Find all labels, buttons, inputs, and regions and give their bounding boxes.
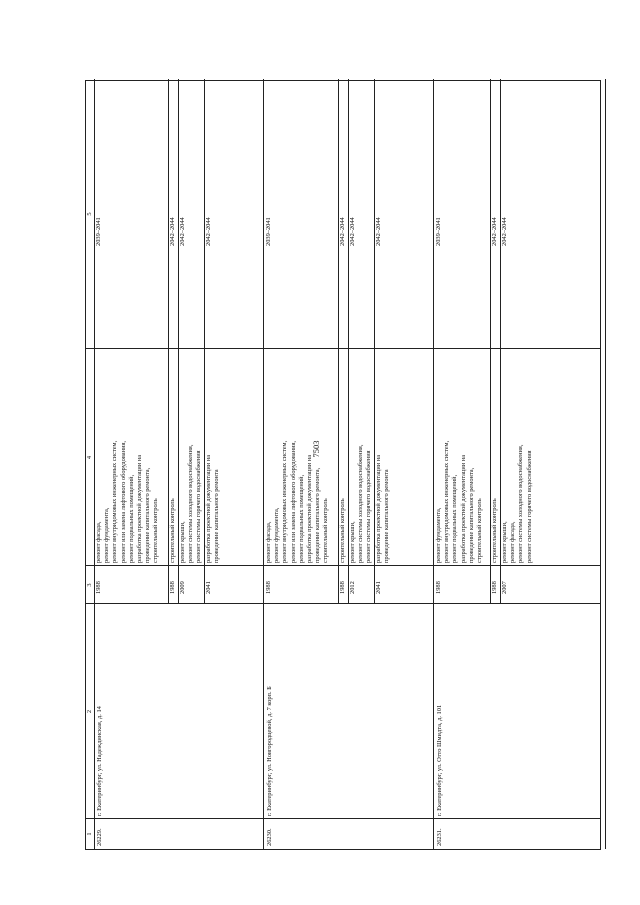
table-row: [94, 79, 264, 849]
work-item: ремонт системы горячего водоснабжения: [525, 450, 533, 563]
repair-schedule-table: [85, 80, 601, 850]
work-item: ремонт фундамента,: [273, 507, 281, 563]
year-cell: 1988: [169, 581, 176, 594]
col-header-5: 5: [86, 212, 93, 216]
works-cell: [179, 445, 204, 563]
work-item: ремонт системы горячего водоснабжения: [365, 450, 373, 563]
works-cell: [491, 498, 499, 563]
entry-number: 26229.: [96, 828, 103, 846]
work-item: ремонт внутридомовых инженерных систем,: [281, 440, 289, 563]
work-item: проведение капитального ремонта: [213, 469, 221, 563]
work-item: ремонт системы холодного водоснабжения,: [187, 444, 195, 563]
entry-number: 26230.: [266, 828, 273, 846]
entry-number: 26231.: [436, 828, 443, 846]
work-item: ремонт фасада,: [265, 521, 272, 563]
works-cell: [339, 498, 347, 563]
table-row: [264, 79, 434, 849]
period-cell: 2042–2044: [179, 217, 186, 246]
work-item: ремонт системы горячего водоснабжения: [195, 450, 203, 563]
table-row: [434, 79, 606, 849]
work-item: проведение капитального ремонта,: [144, 467, 152, 563]
work-item: разработка проектной документации на: [306, 454, 314, 563]
address: г. Екатеринбург, ул. Отто Шмидта, д. 101: [436, 704, 443, 816]
work-item: ремонт внутридомовых инженерных систем,: [111, 440, 119, 563]
work-item: ремонт фасада,: [509, 521, 517, 563]
page-number: 7503: [311, 440, 321, 458]
work-item: проведение капитального ремонта,: [467, 467, 475, 563]
year-cell: 1988: [435, 581, 442, 594]
work-item: ремонт фундамента,: [103, 507, 111, 563]
period-cell: 2039–2041: [435, 217, 442, 246]
col-header-1: 1: [86, 832, 93, 836]
year-cell: 2009: [179, 581, 186, 594]
work-item: ремонт или замена лифтового оборудования,: [289, 440, 297, 563]
period-cell: 2042–2044: [339, 217, 346, 246]
period-cell: 2042–2044: [349, 217, 356, 246]
col-header-4: 4: [86, 455, 93, 460]
work-item: ремонт системы холодного водоснабжения,: [357, 444, 365, 563]
col-header-3: 3: [86, 583, 93, 587]
year-cell: 1988: [339, 581, 346, 594]
work-item: проведение капитального ремонта: [383, 469, 391, 563]
works-cell: [169, 498, 177, 563]
work-item: ремонт крыши,: [501, 521, 508, 563]
year-cell: 1988: [265, 581, 272, 594]
work-item: проведение капитального ремонта,: [314, 467, 322, 563]
works-cell: [349, 445, 374, 563]
period-cell: 2042–2044: [169, 217, 176, 246]
address: г. Екатеринбург, ул. Новгородцевой, д. 7 корп. Б: [266, 686, 273, 816]
period-cell: 2042–2044: [491, 217, 498, 246]
year-cell: 2041: [375, 581, 382, 594]
year-cell: 2012: [349, 581, 356, 594]
works-cell: [95, 441, 161, 563]
works-cell: [265, 441, 331, 563]
work-item: разработка проектной документации на: [459, 454, 467, 563]
period-cell: 2042–2044: [501, 217, 508, 246]
work-item: строительный контроль: [476, 498, 484, 563]
work-item: ремонт подвальных помещений,: [297, 474, 305, 563]
period-cell: 2039–2041: [95, 217, 102, 246]
work-item: ремонт внутридомовых инженерных систем,: [443, 440, 451, 563]
period-cell: 2042–2044: [375, 217, 382, 246]
period-cell: 2039–2041: [265, 217, 272, 246]
sheet: [85, 80, 601, 850]
work-item: ремонт фундамента,: [435, 507, 442, 563]
work-item: строительный контроль: [322, 498, 330, 563]
work-item: разработка проектной документации на: [205, 454, 212, 563]
work-item: строительный контроль: [491, 498, 498, 563]
works-cell: [375, 455, 391, 563]
year-cell: 2007: [501, 581, 508, 594]
work-item: ремонт крыши,: [179, 521, 186, 563]
work-item: разработка проектной документации на: [375, 454, 382, 563]
work-item: ремонт фасада,: [95, 521, 102, 563]
work-item: ремонт или замена лифтового оборудования,: [119, 440, 127, 563]
work-item: ремонт крыши,: [349, 521, 356, 563]
work-item: строительный контроль: [152, 498, 160, 563]
col-header-2: 2: [86, 709, 93, 714]
period-cell: 2042–2044: [205, 217, 212, 246]
work-item: ремонт подвальных помещений,: [451, 474, 459, 563]
year-cell: 1988: [95, 581, 102, 594]
year-cell: 1988: [491, 581, 498, 594]
work-item: ремонт подвальных помещений,: [127, 474, 135, 563]
works-cell: [205, 455, 221, 563]
year-cell: 2041: [205, 581, 212, 594]
work-item: ремонт системы холодного водоснабжения,: [517, 444, 525, 563]
works-cell: [501, 445, 534, 563]
works-cell: [435, 441, 484, 563]
work-item: строительный контроль: [169, 498, 176, 563]
work-item: разработка проектной документации на: [136, 454, 144, 563]
work-item: строительный контроль: [339, 498, 346, 563]
address: г. Екатеринбург, ул. Надеждинская, д. 14: [96, 706, 103, 816]
